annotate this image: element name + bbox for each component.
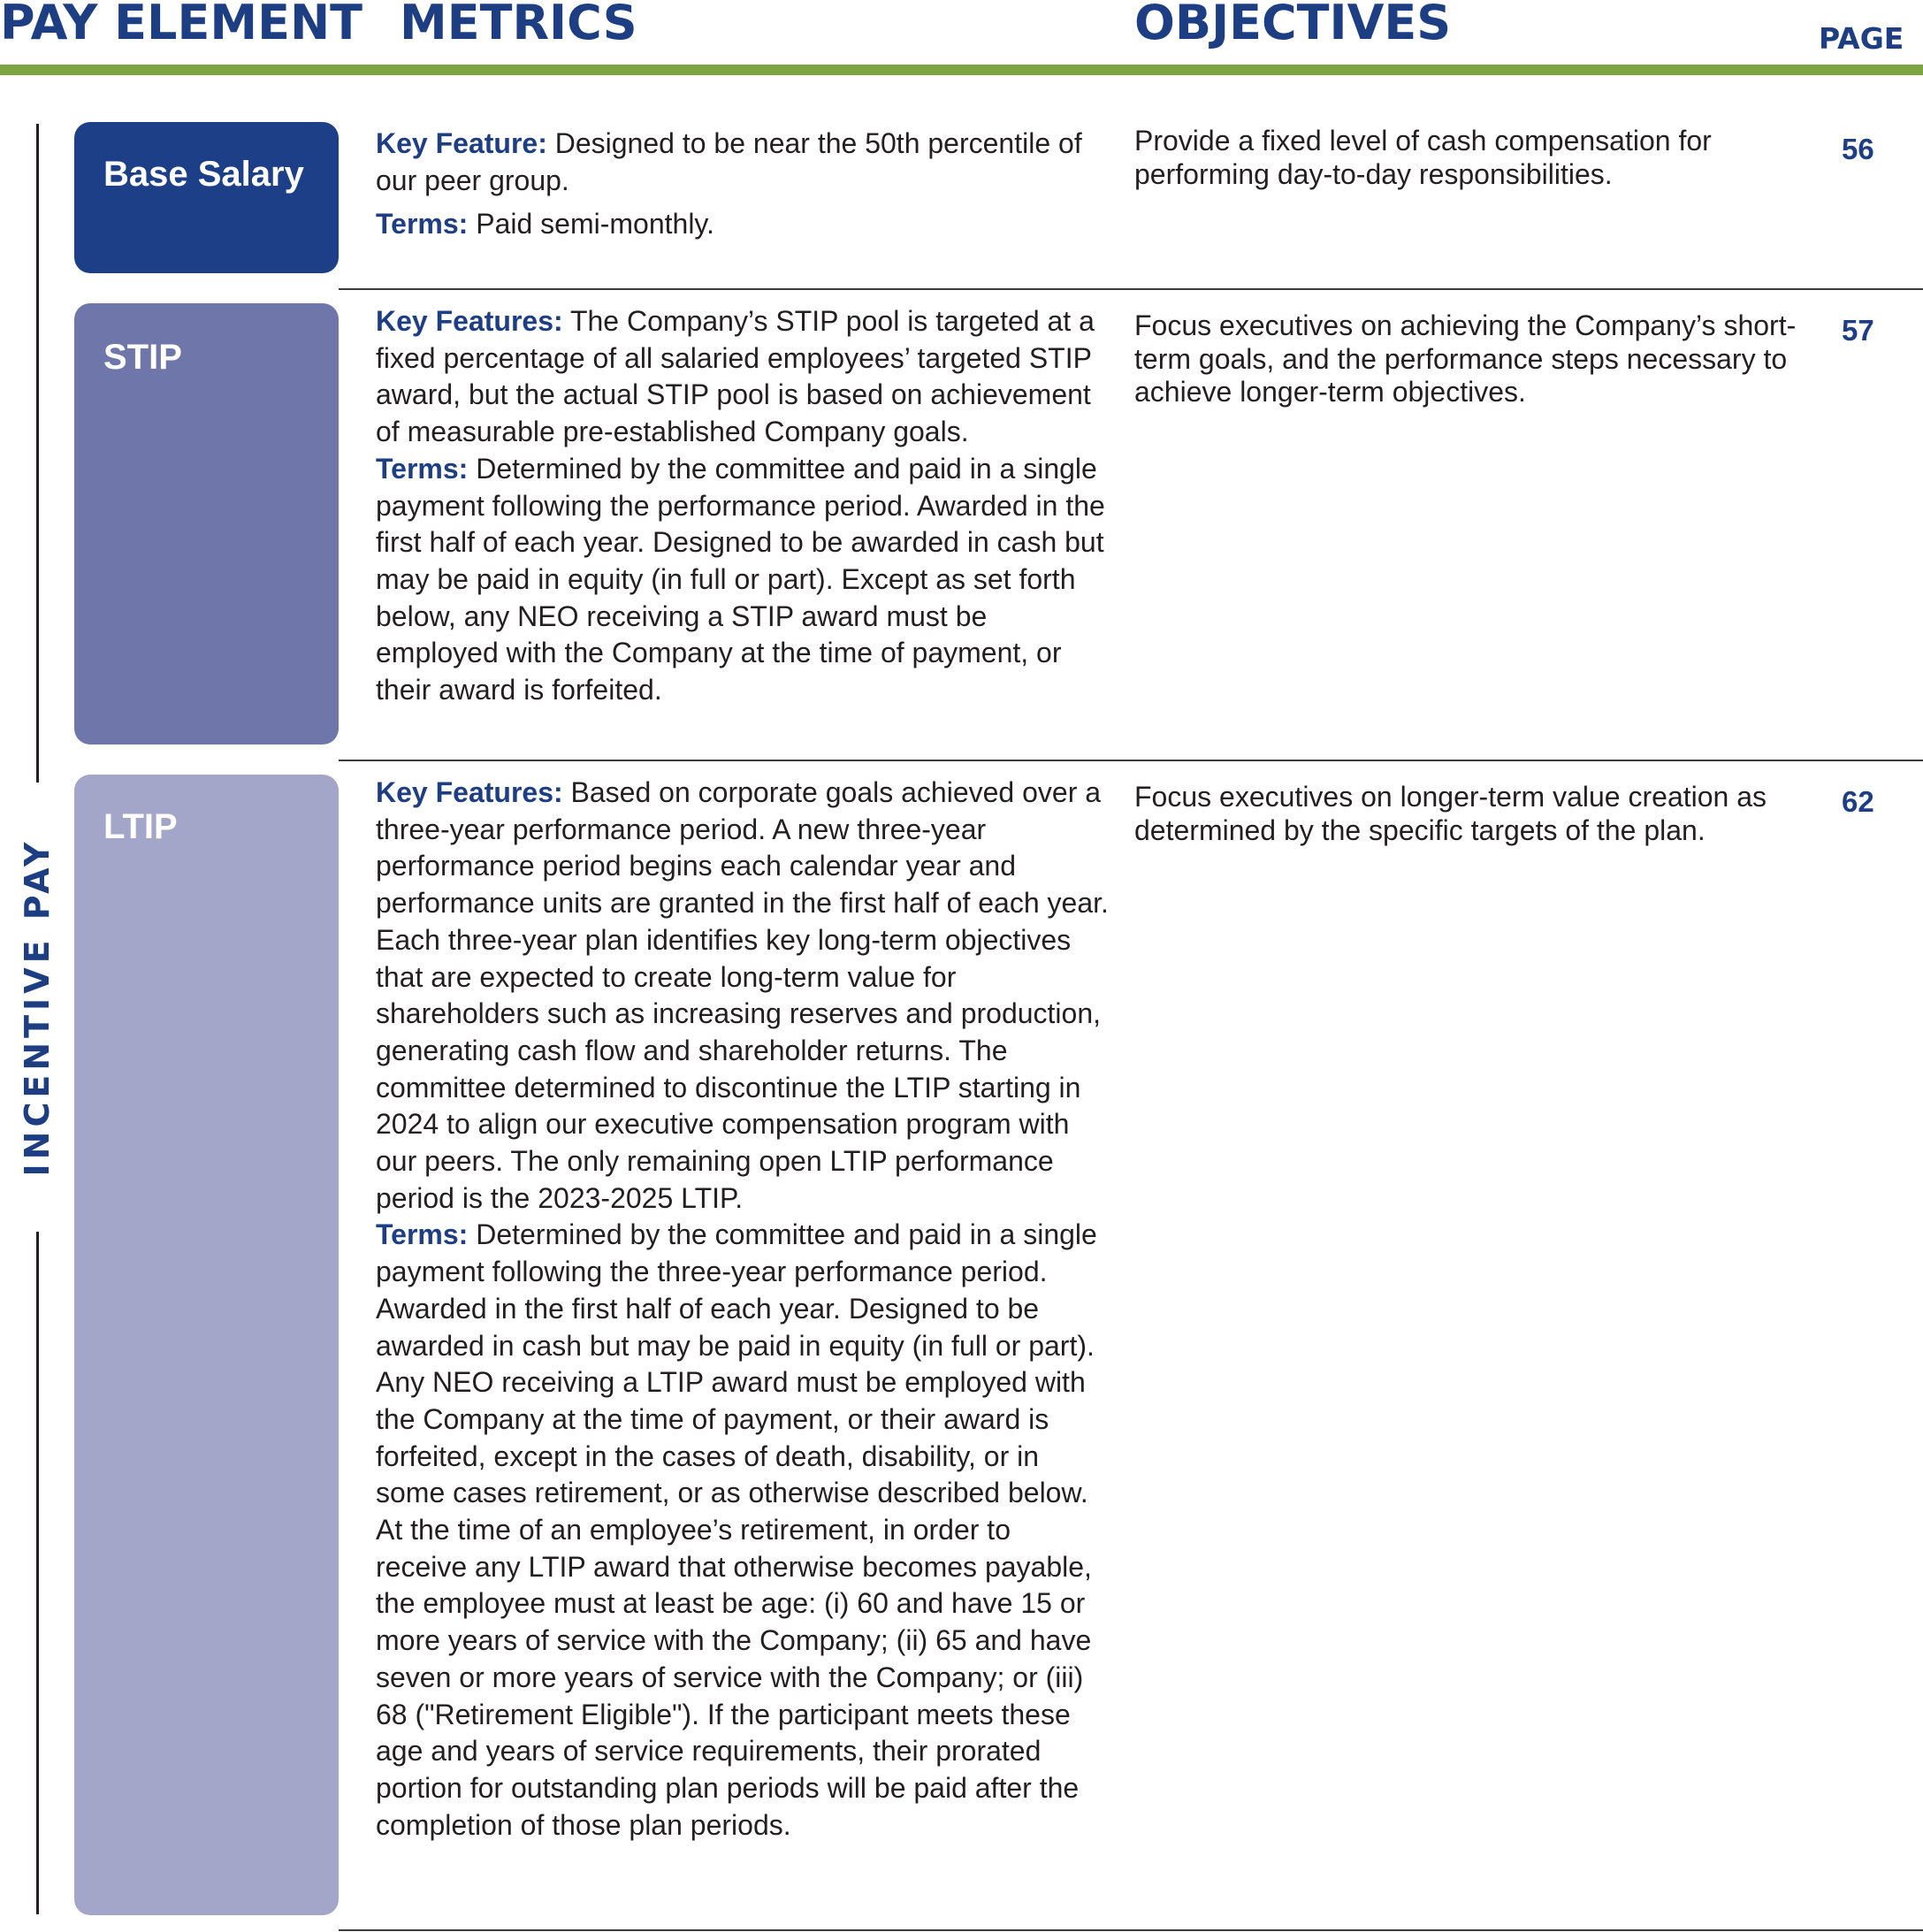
ltip-page: 62: [1842, 785, 1874, 818]
ltip-box: [74, 775, 339, 1915]
stip-metrics: [376, 303, 1110, 709]
base-salary-box: [74, 122, 339, 273]
side-bracket-top-line: [36, 124, 39, 783]
header-pay-element: PAY ELEMENT: [0, 0, 362, 50]
ltip-metrics: [376, 775, 1110, 1844]
header-divider: [0, 65, 1923, 75]
terms-text: Determined by the committee and paid in a single payment following the three-year performance period. Awarded in the first half of each year. Designed to be awarded in cash but may be paid in equity (in full or part). Any NEO receiving a LTIP award must be employed with the Company at the time of payment, or their award is forfeited, except in the cases of death, disability, or in some cases retirement, or as otherwise described below. At the time of an employee’s retirement, in order to receive any LTIP award that otherwise becomes payable, the employee must at least be age: (i) 60 and have 15 or more years of service with the Company; (ii) 65 and have seven or more years of service with the Company; or (iii) 68 ("Retirement Eligible"). If the participant meets these age and years of service requirements, their prorated portion for outstanding plan periods will be paid after the completion of those plan periods.: [376, 1218, 1097, 1841]
key-features-text: Based on corporate goals achieved over a three-year performance period. A new three-year performance period begins each calendar year and performance units are granted in the first half of each year. Each three-year plan identifies key long-term objectives that are expected to create long-term value for shareholders such as increasing reserves and production, generating cash flow and shareholder returns. The committee determined to discontinue the LTIP starting in 2024 to align our executive compensation program with our peers. The only remaining open LTIP performance period is the 2023-2025 LTIP.: [376, 776, 1109, 1214]
base-salary-key-feature: [376, 126, 1110, 199]
stip-box: [74, 303, 339, 745]
header-objectives: OBJECTIVES: [1134, 0, 1452, 50]
ltip-terms: [376, 1217, 1110, 1844]
terms-text: Paid semi-monthly.: [468, 208, 714, 241]
row-divider: [339, 1929, 1923, 1931]
base-salary-objective: Provide a fixed level of cash compensation for performing day-to-day responsibilities.: [1134, 125, 1712, 190]
stip-label: STIP: [103, 338, 182, 377]
ltip-objective: Focus executives on longer-term value creation as determined by the specific targets of the plan.: [1134, 781, 1767, 846]
ltip-key-features: [376, 775, 1110, 1217]
stip-page: 57: [1842, 314, 1874, 347]
base-salary-terms: [376, 206, 1110, 243]
row-divider: [339, 760, 1923, 761]
header-metrics: METRICS: [400, 0, 637, 50]
key-features-label: Key Features:: [376, 776, 563, 808]
header-page: PAGE: [1819, 21, 1904, 56]
stip-objective: Focus executives on achieving the Company’s short-term goals, and the performance steps necessary to achieve longer-term objectives.: [1134, 309, 1797, 409]
key-feature-label: Key Feature:: [376, 127, 547, 159]
incentive-pay-label: INCENTIVE PAY: [18, 837, 57, 1177]
key-features-label: Key Features:: [376, 305, 563, 337]
base-salary-label: Base Salary: [103, 155, 304, 194]
terms-text: Determined by the committee and paid in a single payment following the performance period. Awarded in the first half of each year. Designed to be awarded in cash but may be paid in equity (in full or part). Except as set forth below, any NEO receiving a STIP award must be employed with the Company at the time of payment, or their award is forfeited.: [376, 452, 1105, 706]
terms-label: Terms:: [376, 208, 469, 241]
ltip-label: LTIP: [103, 807, 178, 846]
side-label-wrap: [0, 783, 74, 1232]
key-features-text: The Company’s STIP pool is targeted at a fixed percentage of all salaried employees’ targeted STIP award, but the actual STIP pool is based on achievement of measurable pre-established Company goals.: [376, 305, 1095, 448]
side-bracket-bottom-line: [36, 1232, 39, 1914]
terms-label: Terms:: [376, 1218, 469, 1251]
row-divider: [339, 288, 1923, 290]
terms-label: Terms:: [376, 452, 469, 485]
stip-key-features: [376, 303, 1110, 451]
stip-terms: [376, 451, 1110, 709]
key-feature-text: Designed to be near the 50th percentile of our peer group.: [376, 127, 1082, 196]
base-salary-page: 56: [1842, 133, 1874, 165]
base-salary-metrics: [376, 126, 1110, 243]
